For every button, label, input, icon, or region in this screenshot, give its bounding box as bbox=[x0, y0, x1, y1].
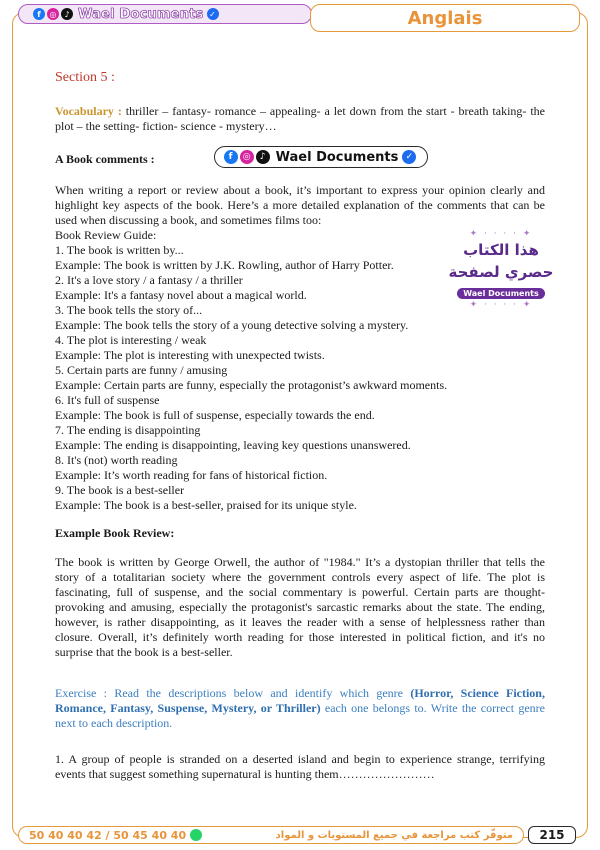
stamp-decoration: ✦ · · · · ✦ bbox=[469, 300, 533, 310]
guide-line: 2. It's a love story / a fantasy / a thriller bbox=[55, 273, 243, 287]
instagram-icon: ◎ bbox=[47, 8, 59, 20]
exercise-outro: each one belongs to. Write the correct genre next to each description. bbox=[55, 701, 545, 730]
vocabulary-list: thriller – fantasy- romance – appealing- a let down from the start - breath taking- the plot – the setting- fiction- science - mystery… bbox=[55, 104, 545, 133]
facebook-icon: f bbox=[224, 150, 238, 164]
exercise-intro: Exercise : Read the descriptions below and identify which genre bbox=[55, 686, 411, 700]
subject-tab bbox=[310, 4, 580, 32]
example-review-heading: Example Book Review: bbox=[55, 526, 175, 540]
guide-line: 9. The book is a best-seller bbox=[55, 483, 185, 497]
facebook-icon: f bbox=[33, 8, 45, 20]
badge-text: Wael Documents bbox=[275, 149, 399, 165]
stamp-tag: Wael Documents bbox=[457, 288, 545, 299]
guide-line: Example: It’s worth reading for fans of historical fiction. bbox=[55, 468, 328, 482]
exercise-genres: (Horror, Science Fiction, Romance, Fantasy, Suspense, Mystery, or Thriller) bbox=[55, 686, 545, 715]
guide-line: Example: The book tells the story of a young detective solving a mystery. bbox=[55, 318, 409, 332]
guide-line: Example: The book is written by J.K. Rowling, author of Harry Potter. bbox=[55, 258, 394, 272]
subject-title: Anglais bbox=[407, 7, 483, 29]
guide-line: Book Review Guide: bbox=[55, 228, 157, 242]
guide-line: 7. The ending is disappointing bbox=[55, 423, 201, 437]
guide-line: 1. The book is written by... bbox=[55, 243, 184, 257]
exclusive-stamp bbox=[442, 230, 560, 314]
vocabulary-paragraph bbox=[55, 104, 545, 134]
footer-slogan: متوفّر كتب مراجعة في جميع المستويات و المواد bbox=[275, 829, 513, 841]
tiktok-icon: ♪ bbox=[61, 8, 73, 20]
guide-line: Example: The ending is disappointing, leaving key questions unanswered. bbox=[55, 438, 411, 452]
guide-line: 4. The plot is interesting / weak bbox=[55, 333, 207, 347]
guide-line: 8. It's (not) worth reading bbox=[55, 453, 178, 467]
footer-phone bbox=[29, 829, 202, 842]
vocabulary-label: Vocabulary : bbox=[55, 104, 122, 118]
brand-header-pill bbox=[18, 4, 312, 24]
guide-line: 5. Certain parts are funny / amusing bbox=[55, 363, 228, 377]
verified-icon: ✓ bbox=[207, 8, 219, 20]
guide-line: Example: The book is full of suspense, especially towards the end. bbox=[55, 408, 375, 422]
wael-documents-badge bbox=[214, 146, 428, 168]
intro-paragraph: When writing a report or review about a book, it’s important to express your opinion clearly and highlight key aspects of the book. Here’s a more detailed explanation of the comments that can be used when discussing a book, and sometimes films too: bbox=[55, 183, 545, 227]
exercise-instructions bbox=[55, 686, 545, 731]
guide-line: 3. The book tells the story of... bbox=[55, 303, 203, 317]
footer-banner bbox=[18, 826, 524, 844]
guide-line: Example: Certain parts are funny, especially the protagonist’s awkward moments. bbox=[55, 378, 448, 392]
verified-icon: ✓ bbox=[402, 150, 416, 164]
stamp-decoration: ✦ · · · · ✦ bbox=[469, 229, 533, 239]
whatsapp-icon bbox=[190, 829, 202, 841]
stamp-line-2: حصري لصفحة bbox=[448, 263, 554, 281]
section-title: Section 5 : bbox=[55, 70, 115, 85]
stamp-line-1: هذا الكتاب bbox=[463, 241, 539, 259]
guide-line: Example: The book is a best-seller, praised for its unique style. bbox=[55, 498, 357, 512]
example-review-paragraph: The book is written by George Orwell, the author of "1984." It’s a dystopian thriller that tells the story of a totalitarian society where the government controls every aspect of life. The plot is fascinating, full of suspense, and the social commentary is powerful. Certain parts are thought-provoking and amusing, especially the protagonist's sarcastic remarks about the state. The ending, however, is rather disappointing, as it leaves the reader with a sense of helplessness rather than closure. Overall, it’s definitely worth reading for those interested in political fiction, and it's no surprise that the book is a best-seller. bbox=[55, 555, 545, 659]
book-comments-heading: A Book comments : bbox=[55, 152, 155, 166]
brand-name: Wael Documents bbox=[78, 6, 204, 22]
guide-line: Example: It's a fantasy novel about a magical world. bbox=[55, 288, 307, 302]
page-number: 215 bbox=[528, 826, 576, 844]
tiktok-icon: ♪ bbox=[256, 150, 270, 164]
guide-line: Example: The plot is interesting with unexpected twists. bbox=[55, 348, 325, 362]
phone-numbers: 50 40 40 42 / 50 45 40 40 bbox=[29, 828, 187, 842]
question-1: 1. A group of people is stranded on a deserted island and begin to experience strange, terrifying events that suggest something supernatural is hunting them…………………… bbox=[55, 752, 545, 781]
guide-line: 6. It's full of suspense bbox=[55, 393, 160, 407]
instagram-icon: ◎ bbox=[240, 150, 254, 164]
